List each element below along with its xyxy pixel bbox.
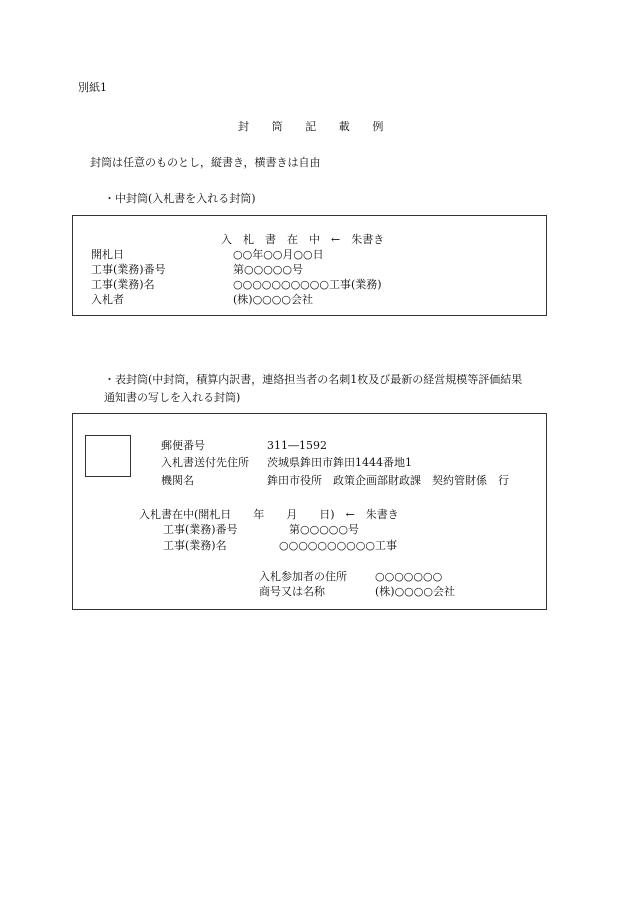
work-label: 工事(業務)番号 — [163, 523, 238, 536]
inner-row-label: 開札日 — [91, 248, 124, 261]
address-label: 郵便番号 — [161, 439, 205, 452]
bidder-value: ○○○○○○○ — [375, 570, 443, 583]
inner-envelope-heading: ・中封筒(入札書を入れる封筒) — [104, 192, 256, 205]
work-value: ○○○○○○○○○○工事 — [279, 539, 397, 552]
address-label: 機関名 — [161, 474, 194, 487]
outer-envelope-heading: ・表封筒(中封筒，積算内訳書，連絡担当者の名刺1枚及び最新の経営規模等評価結果 — [104, 373, 523, 386]
inner-row-value: ○○○○○○○○○○工事(業務) — [233, 278, 382, 291]
stamp-box — [85, 435, 131, 477]
outer-envelope-heading-cont: 通知書の写しを入れる封筒) — [104, 391, 241, 404]
bid-enclosed-line: 入札書在中(開札日 年 月 日) ← 朱書き — [139, 508, 399, 521]
address-label: 入札書送付先住所 — [161, 456, 249, 469]
inner-row-value: (株)○○○○会社 — [233, 293, 313, 306]
inner-row-value: ○○年○○月○○日 — [233, 248, 324, 261]
work-value: 第○○○○○号 — [289, 523, 359, 536]
inner-row-label: 入札者 — [91, 293, 124, 306]
inner-envelope-example — [72, 215, 547, 316]
work-label: 工事(業務)名 — [163, 539, 227, 552]
address-value: 鉾田市役所 政策企画部財政課 契約管財係 行 — [267, 474, 509, 487]
inner-row-value: 第○○○○○号 — [233, 263, 303, 276]
outer-envelope-example — [72, 413, 547, 610]
inner-row-label: 工事(業務)番号 — [91, 263, 166, 276]
page-title: 封 筒 記 載 例 — [238, 120, 384, 133]
intro-text: 封筒は任意のものとし，縦書き，横書きは自由 — [90, 156, 321, 169]
address-value: 311―1592 — [267, 439, 327, 452]
attachment-label: 別紙1 — [78, 81, 107, 94]
bidder-label: 入札参加者の住所 — [259, 570, 347, 583]
bidder-label: 商号又は名称 — [259, 585, 325, 598]
inner-row-label: 工事(業務)名 — [91, 278, 155, 291]
bidder-value: (株)○○○○会社 — [375, 585, 455, 598]
inner-header-line: 入 札 書 在 中 ← 朱書き — [221, 233, 385, 246]
address-value: 茨城県鉾田市鉾田1444番地1 — [267, 456, 412, 469]
